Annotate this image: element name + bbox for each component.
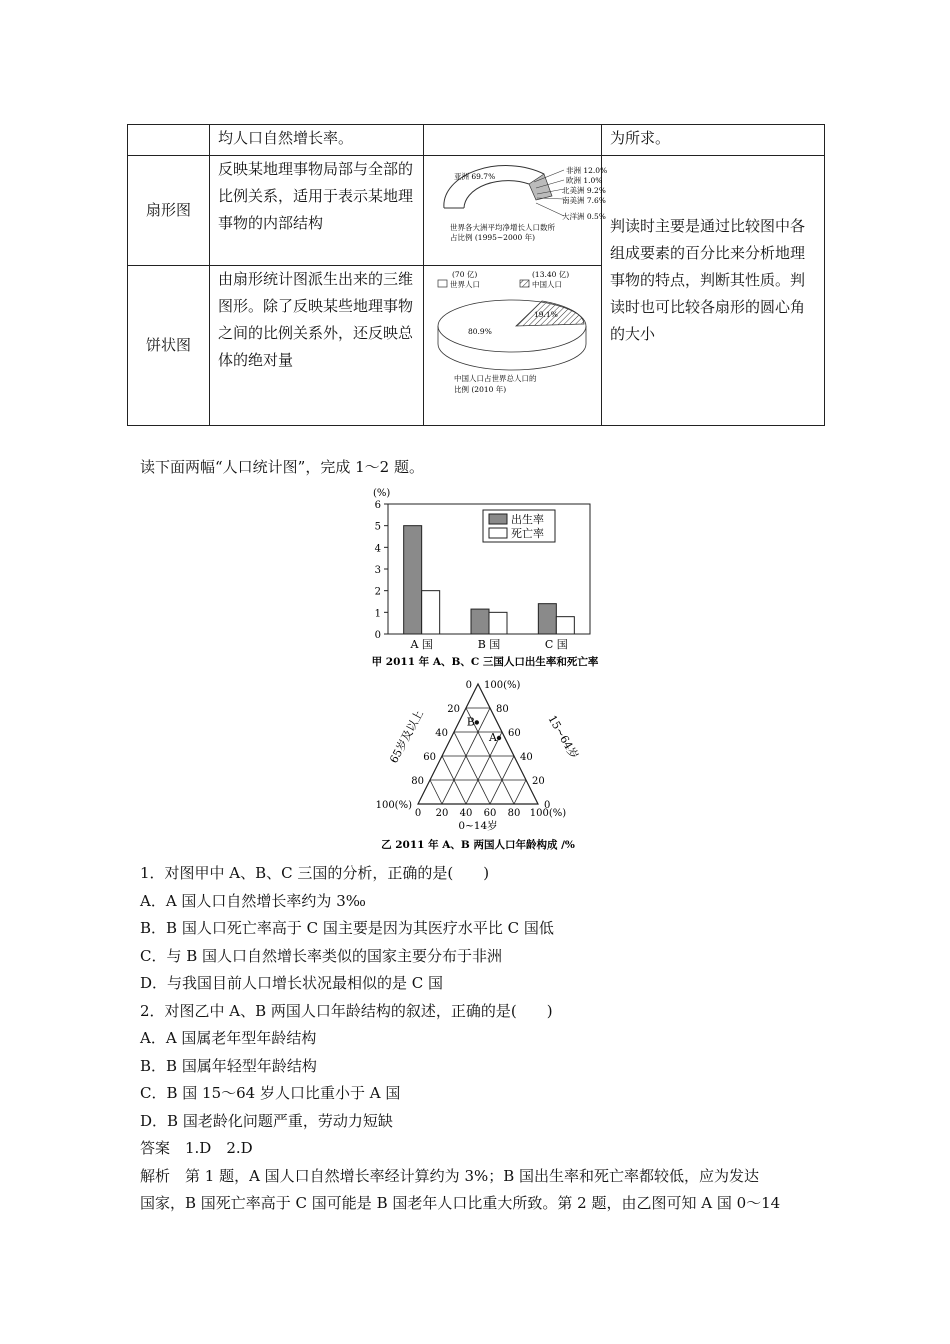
ternary-right-tick: 0 <box>544 800 551 811</box>
bar-birth-2 <box>538 604 556 634</box>
legend-world-swatch <box>438 280 447 287</box>
fan-caption-line1: 世界各大洲平均净增长人口数所 <box>450 223 555 232</box>
ternary-left-tick: 100(%) <box>375 800 412 811</box>
bar-category-label: C 国 <box>544 638 568 651</box>
bar-birth-0 <box>404 526 422 634</box>
bar-y-tick-label: 0 <box>374 630 381 641</box>
fan-label-europe: 欧洲 1.0% <box>566 176 603 185</box>
question-2-option-a: A．A 国属老年型年龄结构 <box>140 1029 317 1047</box>
fan-label-south-america: 南美洲 7.6% <box>562 196 606 205</box>
ternary-outline <box>418 684 538 804</box>
pie-caption-line1: 中国人口占世界总人口的 <box>454 374 537 383</box>
ternary-point-label-A: A <box>489 731 497 744</box>
ternary-bottom-tick: 0 <box>414 808 422 819</box>
bar-death-1 <box>489 612 507 634</box>
ternary-bottom-tick: 60 <box>483 808 497 819</box>
legend-world-label: 世界人口 <box>450 280 480 289</box>
ternary-grid-line <box>514 780 526 804</box>
bar-y-tick-label: 6 <box>374 500 381 511</box>
fan-caption-line2: 占比例 (1995~2000 年) <box>450 233 536 242</box>
fan-label-oceania: 大洋洲 0.5% <box>562 212 606 221</box>
fan-chart-cell <box>424 156 608 266</box>
ternary-point-label-B: B <box>466 715 475 729</box>
table-cell-desc: 均人口自然增长率。 <box>210 125 424 156</box>
ternary-right-axis-label: 15~64岁 <box>545 713 581 762</box>
ternary-bottom-axis-label: 0~14岁 <box>458 820 498 832</box>
bar-legend-swatch-1 <box>489 528 507 538</box>
bar-y-tick-label: 4 <box>374 543 381 555</box>
question-2-stem: 2．对图乙中 A、B 两国人口年龄结构的叙述，正确的是( ) <box>140 1002 553 1020</box>
ternary-bottom-tick: 40 <box>459 808 473 819</box>
question-1-option-d: D．与我国目前人口增长状况最相似的是 C 国 <box>140 974 444 992</box>
bar-legend-label-0: 出生率 <box>511 513 544 526</box>
ternary-left-tick: 80 <box>411 776 424 787</box>
ternary-left-axis-label: 65岁及以上 <box>387 708 426 766</box>
analysis-line-1: 解析 第 1 题，A 国人口自然增长率经计算约为 3%；B 国出生率和死亡率都较低，应为发达 <box>140 1167 760 1185</box>
pie-world-pct: 80.9% <box>468 327 492 336</box>
ternary-grid-line <box>454 732 490 804</box>
pie-world-total: (70 亿) <box>452 270 478 279</box>
fan-label-asia: 亚洲 69.7% <box>454 172 496 181</box>
ternary-bottom-tick: 100(%) <box>529 808 567 819</box>
ternary-bottom-tick: 80 <box>507 808 521 819</box>
ternary-point-B <box>475 720 479 724</box>
bar-category-label: B 国 <box>477 638 501 651</box>
fan-label-north-america: 北美洲 9.2% <box>562 186 606 195</box>
bar-y-tick-label: 1 <box>374 608 381 620</box>
ternary-left-tick: 40 <box>435 728 448 739</box>
bar-y-tick-label: 5 <box>374 521 381 533</box>
ternary-right-tick: 100(%) <box>484 680 521 691</box>
bar-death-2 <box>556 617 574 634</box>
question-2-option-d: D．B 国老龄化问题严重，劳动力短缺 <box>140 1112 393 1130</box>
table-cell-desc-pie: 由扇形统计图派生出来的三维图形。除了反映某些地理事物之间的比例关系外，还反映总体的绝对量 <box>210 266 424 426</box>
legend-china-swatch <box>520 280 529 287</box>
bar-chart-title: 甲 2011 年 A、B、C 三国人口出生率和死亡率 <box>371 656 599 668</box>
answer-text: 答案 1.D 2.D <box>140 1139 253 1157</box>
ternary-point-A <box>497 736 501 740</box>
legend-china-label: 中国人口 <box>532 280 562 289</box>
table-cell-type-pie: 饼状图 <box>128 266 210 426</box>
bar-legend-label-1: 死亡率 <box>511 527 544 540</box>
fan-label-africa: 非洲 12.0% <box>566 166 608 175</box>
pie-china-pct: 19.1% <box>534 310 558 319</box>
pie-caption-line2: 比例 (2010 年) <box>454 385 507 394</box>
ternary-left-tick: 60 <box>423 752 436 763</box>
table-cell-example-empty <box>424 125 602 156</box>
bar-legend-swatch-0 <box>489 514 507 524</box>
ternary-chart <box>360 672 610 854</box>
question-1-option-b: B．B 国人口死亡率高于 C 国主要是因为其医疗水平比 C 国低 <box>140 919 554 937</box>
ternary-right-tick: 80 <box>496 704 509 715</box>
pie-china-total: (13.40 亿) <box>532 270 570 279</box>
bar-death-0 <box>422 591 440 634</box>
analysis-line-2: 国家，B 国死亡率高于 C 国可能是 B 国老年人口比重大所致。第 2 题，由乙图可知 A 国 0～14 <box>140 1194 781 1212</box>
bar-y-label: (%) <box>373 488 391 499</box>
ternary-bottom-tick: 20 <box>435 808 449 819</box>
ternary-right-tick: 40 <box>520 752 533 763</box>
question-1-option-c: C．与 B 国人口自然增长率类似的国家主要分布于非洲 <box>140 947 503 965</box>
bar-birth-1 <box>471 609 489 634</box>
ternary-left-tick: 0 <box>465 680 472 691</box>
question-2-option-b: B．B 国属年轻型年龄结构 <box>140 1057 317 1075</box>
bar-chart <box>365 484 605 670</box>
pie-chart-cell <box>424 266 602 426</box>
question-1-option-a: A．A 国人口自然增长率约为 3‰ <box>140 892 366 910</box>
bar-y-tick-label: 2 <box>374 586 381 598</box>
table-cell-type-empty <box>128 125 210 156</box>
bar-y-tick-label: 3 <box>374 565 381 576</box>
ternary-left-tick: 20 <box>447 704 460 715</box>
intro-text: 读下面两幅“人口统计图”，完成 1～2 题。 <box>140 458 424 476</box>
ternary-right-tick: 20 <box>532 776 545 787</box>
fan-chart <box>424 156 608 256</box>
ternary-chart-title: 乙 2011 年 A、B 两国人口年龄构成 /% <box>381 839 575 851</box>
ternary-right-tick: 60 <box>508 728 521 739</box>
bar-category-label: A 国 <box>410 638 433 651</box>
table-cell-type-fan: 扇形图 <box>128 156 210 266</box>
question-2-option-c: C．B 国 15～64 岁人口比重小于 A 国 <box>140 1084 401 1102</box>
table-cell-read-method: 判读时主要是通过比较图中各组成要素的百分比来分析地理事物的特点，判断其性质。判读时也可比较各扇形的圆心角的大小 <box>602 156 825 426</box>
chart-type-table <box>127 124 825 426</box>
ternary-grid-line <box>430 780 442 804</box>
table-cell-read: 为所求。 <box>602 125 825 156</box>
question-1-stem: 1．对图甲中 A、B、C 三国的分析，正确的是( ) <box>140 864 490 882</box>
table-cell-desc-fan: 反映某地理事物局部与全部的比例关系，适用于表示某地理事物的内部结构 <box>210 156 424 266</box>
pie-chart <box>424 266 602 416</box>
